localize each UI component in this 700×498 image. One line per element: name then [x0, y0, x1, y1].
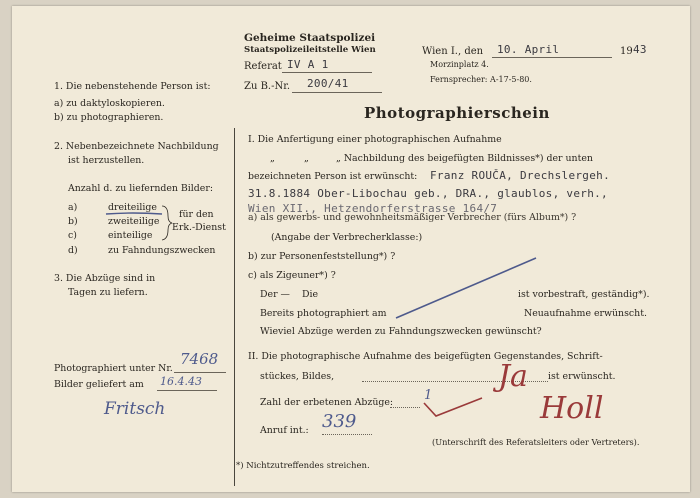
- option-a-text: dreiteilige: [108, 202, 157, 213]
- bnr-value: 200/41: [307, 77, 349, 90]
- footnote: *) Nichtzutreffendes streichen.: [236, 461, 370, 471]
- section1-line3: bezeichneten Person ist erwünscht:: [248, 171, 418, 182]
- option-d-letter: d): [68, 245, 78, 256]
- city-date-prefix: Wien I., den: [422, 46, 484, 57]
- neuaufnahme: Neuaufnahme erwünscht.: [524, 308, 647, 319]
- item1a: a) zu daktyloskopieren.: [54, 98, 165, 109]
- photographed-number: 7468: [180, 350, 219, 368]
- person-line1: Franz ROUČA, Drechslergeh.: [430, 169, 610, 182]
- item3b: Tagen zu liefern.: [68, 287, 148, 298]
- section1-a2: (Angabe der Verbrecherklasse:): [271, 232, 423, 243]
- anzahl-heading: Anzahl d. zu liefernden Bilder:: [68, 183, 213, 194]
- delivered-label: Bilder geliefert am: [54, 379, 144, 390]
- strike-line: [396, 258, 536, 318]
- option-c-letter: c): [68, 230, 77, 241]
- referat-value: IV A 1: [287, 58, 329, 71]
- bnr-label: Zu B.-Nr.: [244, 81, 291, 92]
- person-line2: 31.8.1884 Ober-Libochau geb., DRA., glaublos, verh.,: [248, 187, 608, 200]
- erk-label-1: für den: [179, 209, 214, 220]
- section2-erwuenscht: ist erwünscht.: [548, 371, 616, 382]
- section1-c: c) als Zigeuner*) ?: [248, 270, 336, 281]
- option-d-text: zu Fahndungszwecken: [108, 245, 216, 256]
- der-label: Der —: [260, 289, 290, 300]
- agency-name: Geheime Staatspolizei: [244, 32, 376, 44]
- anruf-value: 339: [322, 411, 357, 432]
- option-a-letter: a): [68, 202, 78, 213]
- section1-b: b) zur Personenfeststellung*) ?: [248, 251, 396, 262]
- die-label: Die: [302, 289, 319, 300]
- delivered-date: 16.4.43: [160, 375, 202, 388]
- option-b-letter: b): [68, 216, 78, 227]
- brace-mark: [162, 206, 172, 240]
- referat-label: Referat: [244, 61, 282, 72]
- section1-line2: „ Nachbildung des beigefügten Bildnisses*) der unten: [336, 153, 593, 164]
- item2b: ist herzustellen.: [68, 155, 145, 166]
- vorbestraft: ist vorbestraft, geständig*).: [518, 289, 650, 300]
- section2-line1: II. Die photographische Aufnahme des beigefügten Gegenstandes, Schrift-: [248, 351, 603, 362]
- wieviel-question: Wieviel Abzüge werden zu Fahndungszwecken gewünscht?: [260, 326, 542, 337]
- item3a: 3. Die Abzüge sind in: [54, 273, 156, 284]
- approval-signature: Holl: [540, 391, 604, 426]
- year-prefix: 19: [620, 46, 633, 57]
- section1-ditto2: „: [304, 153, 309, 164]
- signature-caption: (Unterschrift des Referatsleiters oder Vertreters).: [432, 437, 640, 447]
- year-value: 43: [633, 43, 647, 56]
- address: Morzinplatz 4.: [430, 60, 489, 69]
- document-sheet: [12, 6, 690, 492]
- photographed-label: Photographiert unter Nr.: [54, 363, 173, 374]
- red-check: [424, 398, 482, 416]
- item2a: 2. Nebenbezeichnete Nachbildung: [54, 141, 219, 152]
- clerk-signature: Fritsch: [104, 399, 166, 419]
- anruf-label: Anruf int.:: [260, 425, 309, 436]
- zahl-label: Zahl der erbetenen Abzüge:: [260, 397, 394, 408]
- approval-initials: Ja: [498, 359, 528, 394]
- erk-label-2: Erk.-Dienst: [172, 222, 226, 233]
- phone: Fernsprecher: A-17-5-80.: [430, 75, 532, 84]
- option-b-text: zweiteilige: [108, 216, 160, 227]
- item1b: b) zu photographieren.: [54, 112, 164, 123]
- bereits-label: Bereits photographiert am: [260, 308, 387, 319]
- section1-a: a) als gewerbs- und gewohnheitsmäßiger Verbrecher (fürs Album*) ?: [248, 212, 577, 223]
- underline-mark: [106, 213, 162, 214]
- item1: 1. Die nebenstehende Person ist:: [54, 81, 211, 92]
- office-name: Staatspolizeileitstelle Wien: [244, 45, 376, 55]
- date-value: 10. April: [497, 43, 560, 56]
- zahl-value: 1: [424, 388, 433, 403]
- section1-ditto1: „: [270, 153, 275, 164]
- form-title: Photographierschein: [364, 104, 550, 122]
- person-line3: Wien XII., Hetzendorferstrasse 164/7: [248, 202, 498, 215]
- section1-line1: I. Die Anfertigung einer photographischen Aufnahme: [248, 134, 502, 145]
- section2-line2: stückes, Bildes,: [260, 371, 335, 382]
- option-c-text: einteilige: [108, 230, 153, 241]
